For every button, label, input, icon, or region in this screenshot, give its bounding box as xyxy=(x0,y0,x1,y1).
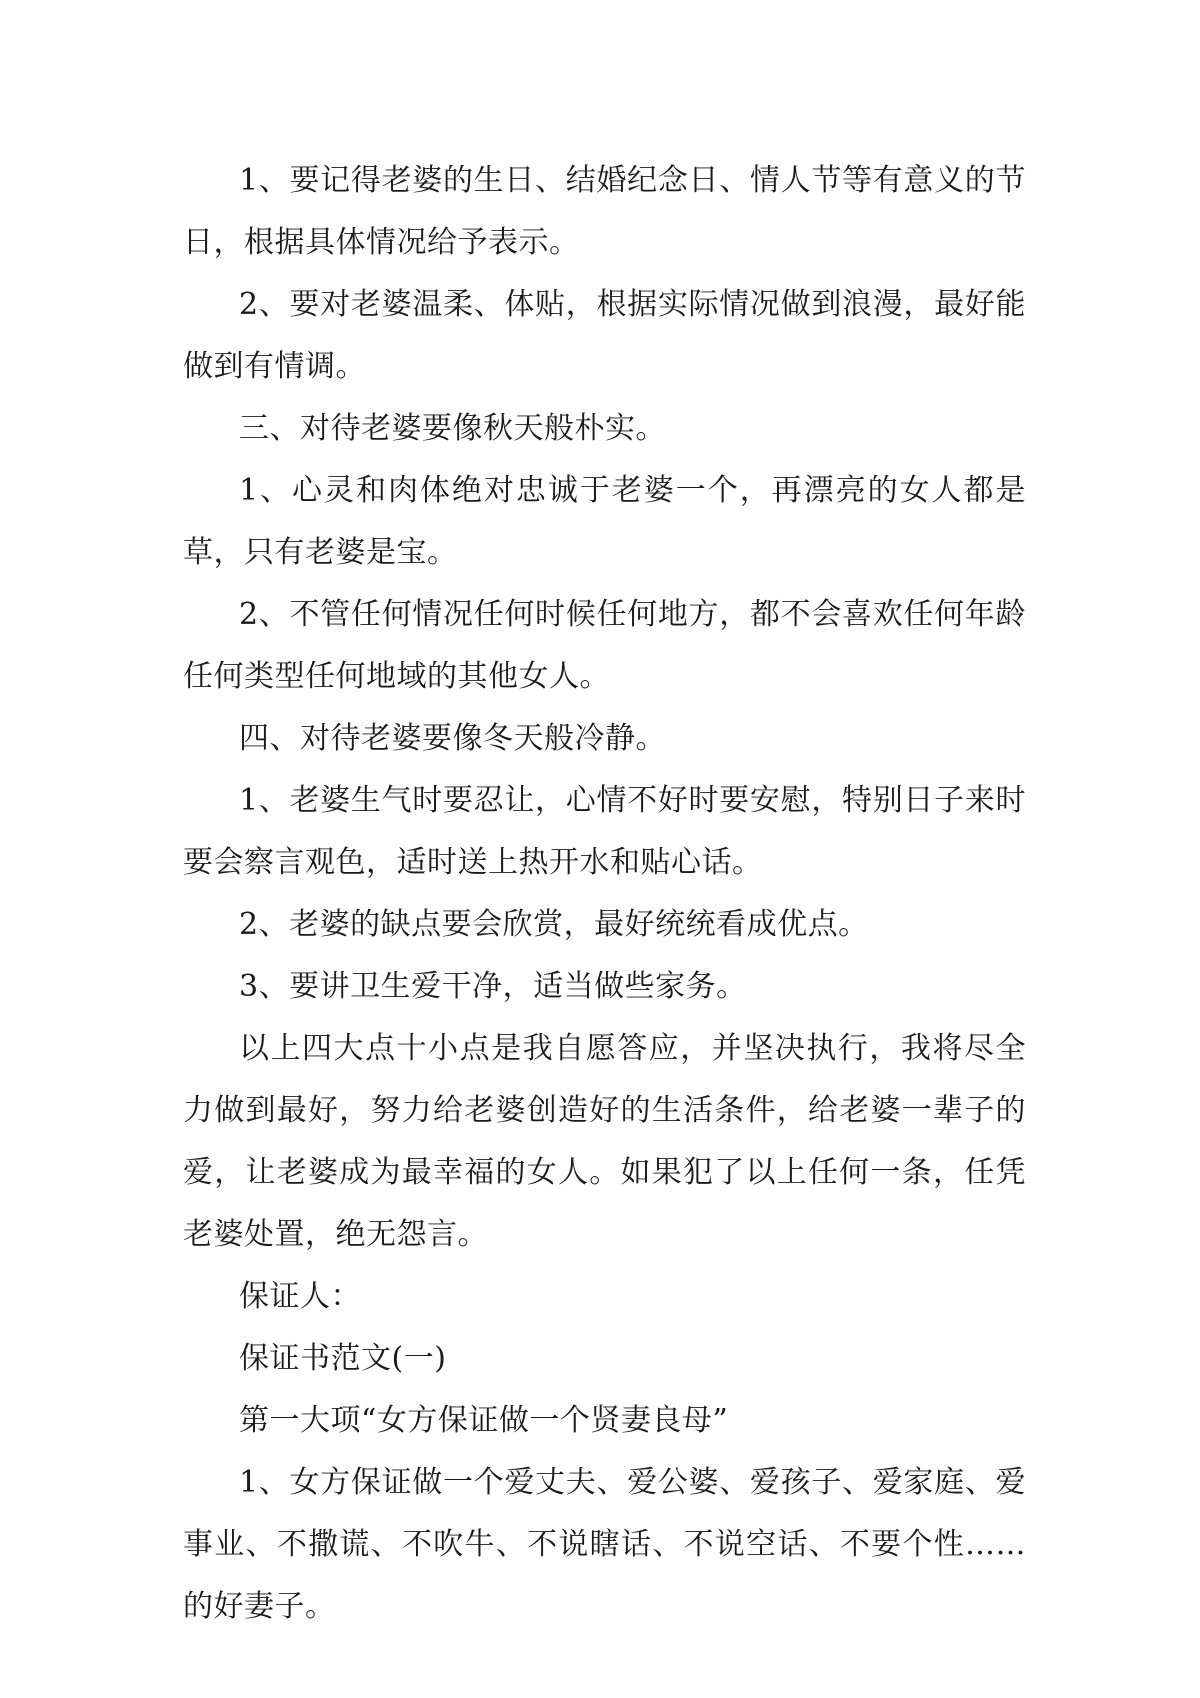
paragraph-patience: 1、老婆生气时要忍让，心情不好时要安慰，特别日子来时要会察言观色，适时送上热开水和贴心话。 xyxy=(183,783,1026,880)
section-heading-winter: 四、对待老婆要像冬天般冷静。 xyxy=(239,721,666,756)
paragraph-good-wife: 1、女方保证做一个爱丈夫、爱公婆、爱孩子、爱家庭、爱事业、不撒谎、不吹牛、不说瞎话、不说空话、不要个性……的好妻子。 xyxy=(183,1465,1026,1624)
paragraph-birthday: 1、要记得老婆的生日、结婚纪念日、情人节等有意义的节日，根据具体情况给予表示。 xyxy=(183,163,1026,260)
paragraph-hygiene: 3、要讲卫生爱干净，适当做些家务。 xyxy=(239,969,747,1004)
guarantor-label: 保证人： xyxy=(239,1279,361,1314)
paragraph-loyalty: 1、心灵和肉体绝对忠诚于老婆一个，再漂亮的女人都是草，只有老婆是宝。 xyxy=(183,473,1026,570)
paragraph-appreciate: 2、老婆的缺点要会欣赏，最好统统看成优点。 xyxy=(239,907,869,942)
paragraph-commitment: 以上四大点十小点是我自愿答应，并坚决执行，我将尽全力做到最好，努力给老婆创造好的生活条件，给老婆一辈子的爱，让老婆成为最幸福的女人。如果犯了以上任何一条，任凭老婆处置，绝无怨言。 xyxy=(183,1031,1026,1252)
sample-title: 保证书范文(一) xyxy=(239,1341,447,1376)
document-body xyxy=(183,150,1026,1638)
paragraph-gentle: 2、要对老婆温柔、体贴，根据实际情况做到浪漫，最好能做到有情调。 xyxy=(183,287,1026,384)
paragraph-no-other-women: 2、不管任何情况任何时候任何地方，都不会喜欢任何年龄任何类型任何地域的其他女人。 xyxy=(183,597,1026,694)
section-heading-autumn: 三、对待老婆要像秋天般朴实。 xyxy=(239,411,666,446)
section-heading-wife: 第一大项“女方保证做一个贤妻良母” xyxy=(239,1403,729,1438)
